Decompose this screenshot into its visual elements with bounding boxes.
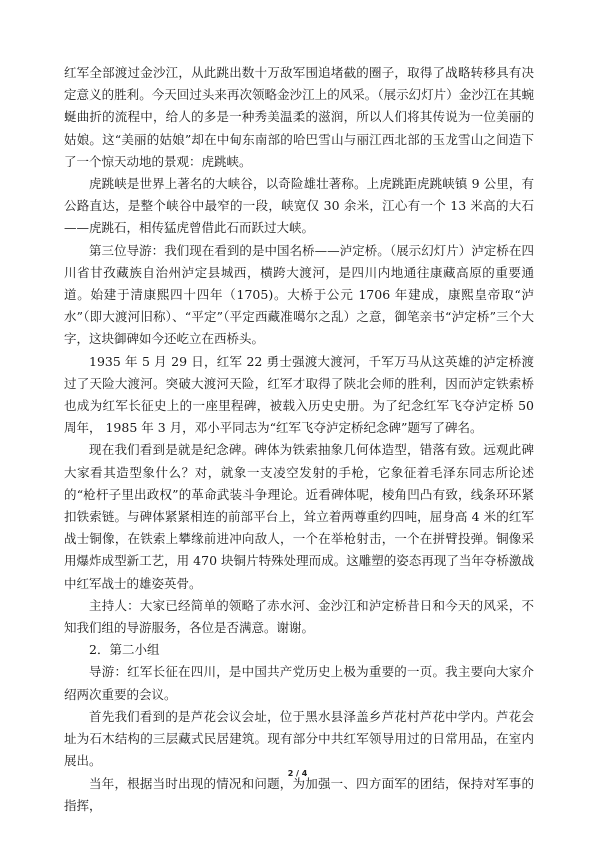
- paragraph-luding-bridge: 第三位导游：我们现在看到的是中国名桥——泸定桥。（展示幻灯片）泸定桥在四川省甘孜藏族自治州泸定县城西，横跨大渡河，是四川内地通往康藏高原的重要通道。始建于清康熙四十四年（1705)。大桥于公元 1706 年建成，康熙皇帝取“泸水”（即大渡河旧称）、“平定”（平定西藏准噶尔之乱）之意，御笔亲书“泸定桥”三个大字，这块御碑如今还屹立在西桥头。: [64, 242, 534, 347]
- page-number: 2 / 4: [287, 769, 308, 778]
- paragraph-guide-intro: 导游：红军长征在四川，是中国共产党历史上极为重要的一页。我主要向大家介绍两次重要的会议。: [64, 664, 534, 702]
- paragraph-jinsha-crossing: 红军全部渡过金沙江，从此跳出数十万敌军围追堵截的圈子，取得了战略转移具有决定意义的胜利。今天回过头来再次领略金沙江上的风采。（展示幻灯片）金沙江在其蜿蜒曲折的流程中，给人的多是一种秀美温柔的滋润，所以人们将其传说为一位美丽的姑娘。这“美丽的姑娘”却在中甸东南部的哈巴雪山与丽江西北部的玉龙雪山之间造下了一个惊天动地的景观：虎跳峡。: [64, 65, 534, 169]
- paragraph-dadu-river-crossing: 1935 年 5 月 29 日，红军 22 勇士强渡大渡河，千军万马从这英雄的泸定桥渡过了天险大渡河。突破大渡河天险，红军才取得了陕北会师的胜利，因而泸定铁索桥也成为红军长征史上的一座里程碑，被载入历史史册。为了纪念红军飞夺泸定桥 50 周年， 1985 年 3 月，邓小平同志为“红军飞夺泸定桥纪念碑”题写了碑名。: [64, 353, 534, 436]
- paragraph-tiger-leaping-gorge: 虎跳峡是世界上著名的大峡谷，以奇险雄壮著称。上虎跳距虎跳峡镇 9 公里，有公路直达，是整个峡谷中最窄的一段，峡宽仅 30 余米，江心有一个 13 米高的大石——虎跳石，相传猛虎曾借此石而跃过大峡。: [64, 176, 534, 236]
- page-body: [64, 62, 534, 817]
- paragraph-host-remarks: 主持人：大家已经简单的领略了赤水河、金沙江和泸定桥昔日和今天的风采，不知我们组的导游服务，各位是否满意。谢谢。: [64, 597, 534, 636]
- section-heading-group-two: 2．第二小组: [89, 642, 160, 658]
- paragraph-luhua-meeting-site: 首先我们看到的是芦花会议会址，位于黑水县泽盖乡芦花村芦花中学内。芦花会址为石木结构的三层藏式民居建筑。现有部分中共红军领导用过的日常用品，在室内展出。: [64, 708, 534, 769]
- paragraph-meeting-background: 当年，根据当时出现的情况和问题，为加强一、四方面军的团结，保持对军事的指挥，: [64, 775, 534, 813]
- paragraph-memorial-monument: 现在我们看到是就是纪念碑。碑体为铁索抽象几何体造型，错落有致。远观此碑大家看其造型象什么？对，就象一支凌空发射的手枪，它象征着毛泽东同志所论述的“枪杆子里出政权”的革命武装斗争理论。近看碑体呢，棱角凹凸有致，线条环环紧扣铁索链。与碑体紧紧相连的前部平台上，耸立着两尊重约四吨，屈身高 4 米的红军战士铜像，在铁索上攀缘前进冲向敌人，一个在举枪射击，一个在拼臂投弹。铜像采用爆炸成型新工艺，用 470 块铜片特殊处理而成。这雕塑的姿态再现了当年夺桥激战中红军战士的雄姿英骨。: [64, 442, 534, 591]
